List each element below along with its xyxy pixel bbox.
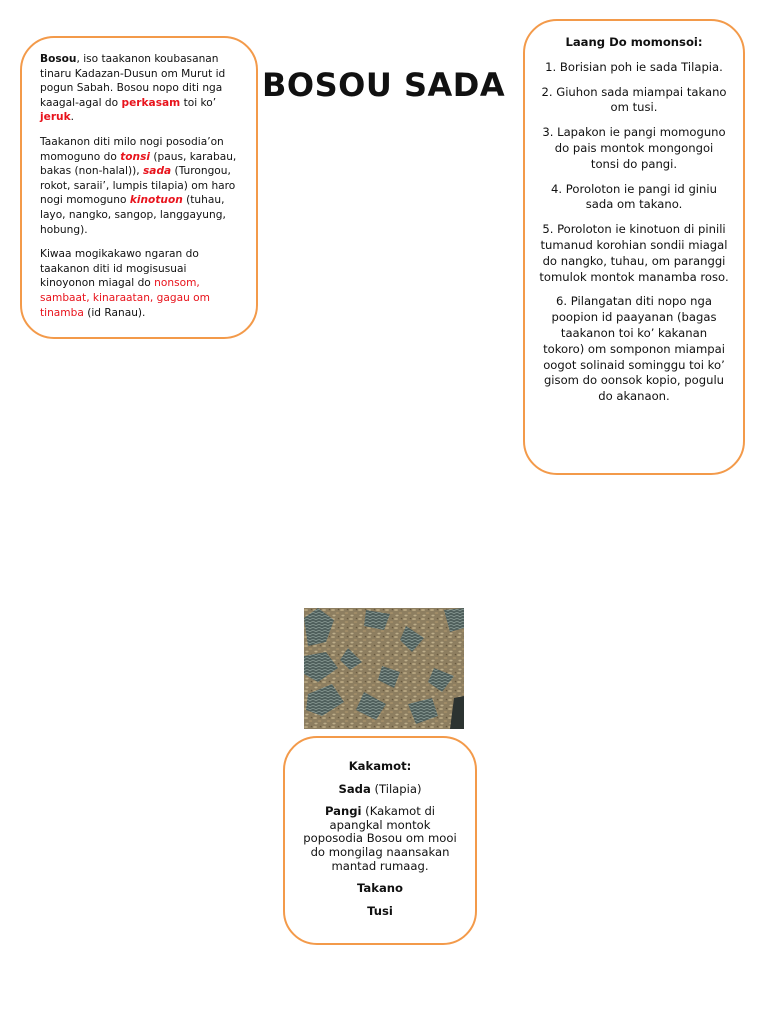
- term-kinotuon: kinotuon: [129, 194, 183, 207]
- ingredient-sada: Sada (Tilapia): [338, 781, 422, 796]
- ingredient-takano: Takano: [357, 881, 403, 896]
- steps-box: [523, 19, 745, 475]
- ingredients-box: [283, 736, 477, 945]
- term-sada: sada: [143, 165, 172, 178]
- ingredient-tusi: Tusi: [367, 903, 393, 918]
- steps-list: [539, 60, 729, 405]
- term-tonsi: tonsi: [120, 150, 151, 163]
- bosou-photo: [304, 608, 464, 729]
- intro-box: [20, 36, 258, 339]
- step-item: 2. Giuhon sada miampai takano om tusi.: [541, 84, 727, 115]
- intro-paragraph-3: Kiwaa mogikakawo ngaran do taakanon diti id mogisusuai kinoyonon miagal do nonsom, sambaat, kinaraatan, gagau om tinamba (id Ranau).: [40, 248, 210, 319]
- intro-paragraph-1: Bosou, iso taakanon koubasanan tinaru Kadazan-Dusun om Murut id pogun Sabah. Bosou nopo diti nga kaagal-agal do perkasam toi ko’ jeruk.: [40, 53, 226, 124]
- step-item: 1. Borisian poh ie sada Tilapia.: [545, 59, 723, 74]
- step-item: 6. Pilangatan diti nopo nga poopion id paayanan (bagas taakanon toi ko’ kakanan tokoro) om somponon miampai oogot solinaid sominggu toi ko’ gisom do oonsok kopio, pogulu do akanaon.: [543, 294, 725, 404]
- term-perkasam: perkasam: [121, 96, 181, 109]
- steps-heading: Laang Do momonsoi:: [565, 35, 703, 49]
- term-bosou: Bosou: [40, 53, 77, 65]
- step-item: 3. Lapakon ie pangi momoguno do pais montok mongongoi tonsi do pangi.: [542, 125, 726, 171]
- intro-paragraph-2: Taakanon diti milo nogi posodia’on momoguno do tonsi (paus, karabau, bakas (non-halal)), sada (Turongou, rokot, saraii’, lumpis tilapia) om haro nogi momoguno kinotuon (tuhau, layo, nangko, sangop, langgayung, hobung).: [40, 135, 237, 236]
- step-item: 5. Poroloton ie kinotuon di pinili tumanud korohian sondii miagal do nangko, tuhau, om paranggi tomulok montok manamba roso.: [539, 222, 729, 284]
- term-places: nonsom, sambaat, kinaraatan, gagau om tinamba: [40, 277, 210, 319]
- page-title: BOSOU SADA: [262, 66, 506, 104]
- step-item: 4. Poroloton ie pangi id giniu sada om takano.: [551, 181, 717, 212]
- ingredient-pangi: Pangi (Kakamot di apangkal montok poposodia Bosou om mooi do mongilag naansakan mantad rumaag.: [303, 804, 457, 873]
- term-jeruk: jeruk: [40, 111, 71, 124]
- ingredients-heading: Kakamot:: [348, 759, 412, 773]
